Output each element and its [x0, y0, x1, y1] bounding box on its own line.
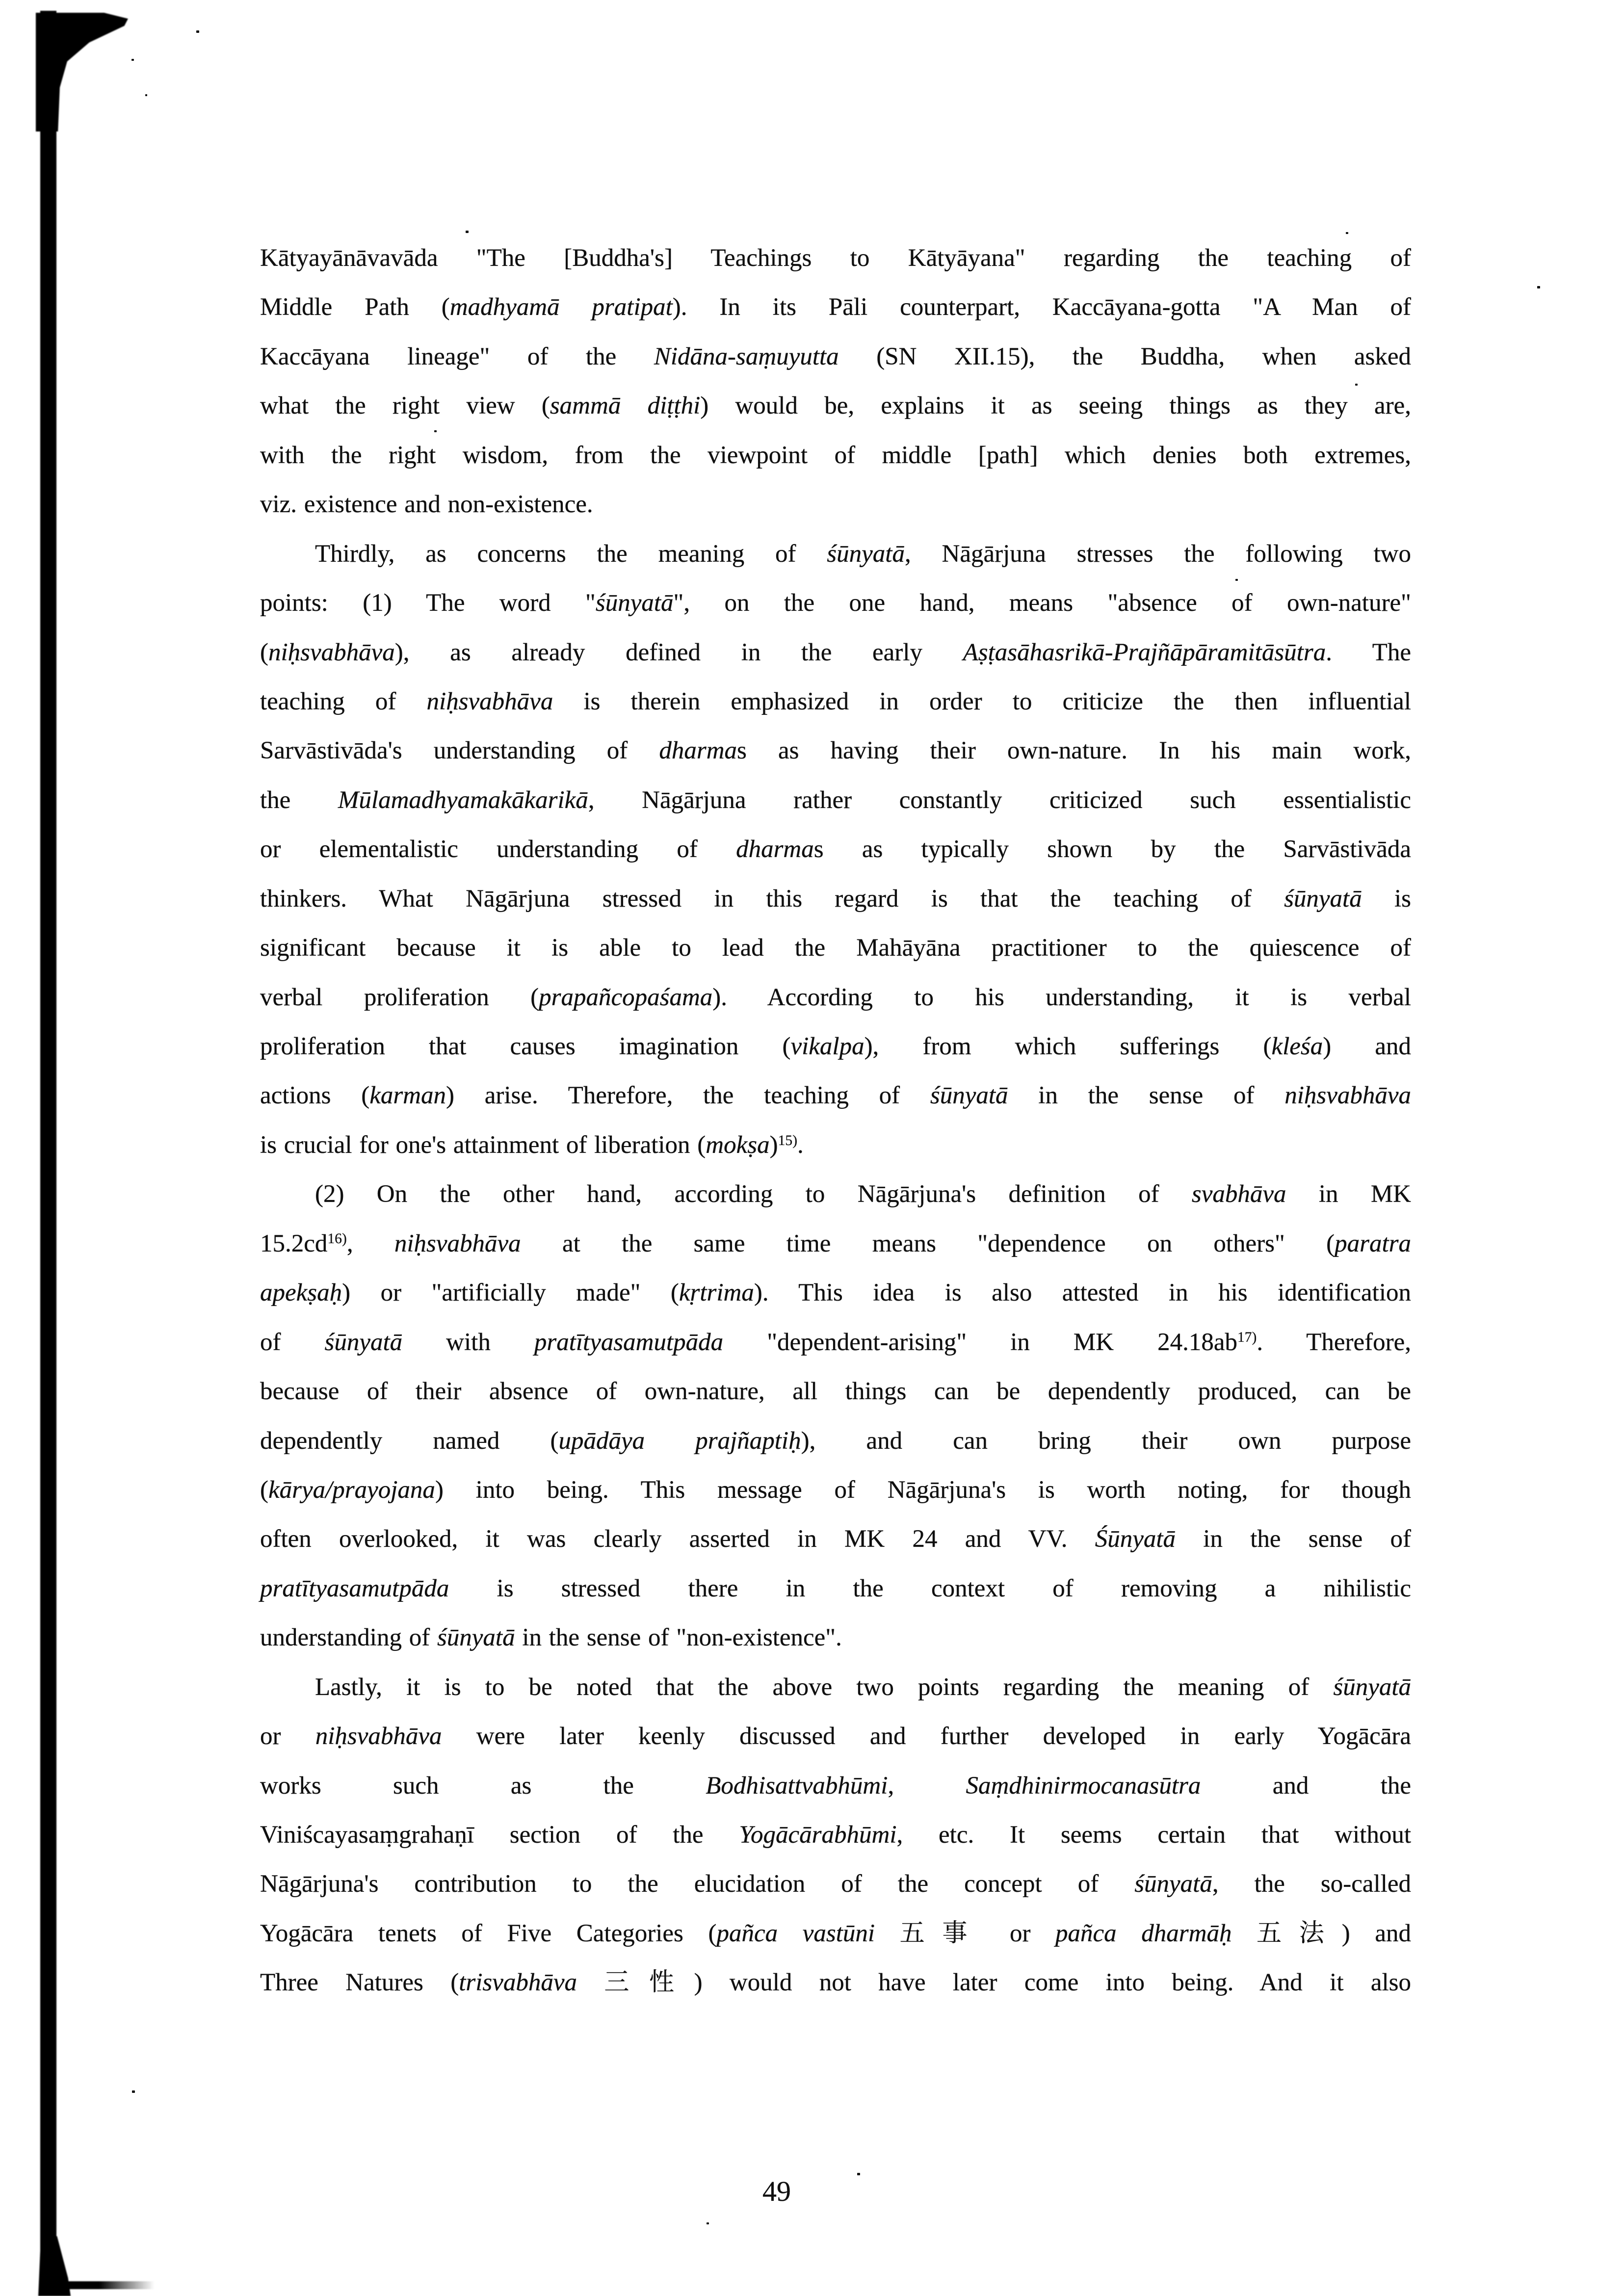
text-segment: Kaccāyana lineage" of the	[260, 342, 654, 370]
text-segment: mokṣa	[706, 1131, 770, 1159]
text-segment: ) would be, explains it as seeing things as they are,	[700, 392, 1412, 420]
scan-speck	[145, 94, 147, 96]
text-line	[260, 1170, 1411, 1219]
text-segment: ,	[888, 1772, 966, 1800]
text-line	[260, 874, 1411, 923]
text-segment: s as typically shown by the Sarvāstivāda	[813, 835, 1411, 863]
text-segment: at the same time means "dependence on others" (	[521, 1229, 1335, 1257]
text-segment: were later keenly discussed and further developed in early Yogācāra	[442, 1722, 1411, 1750]
text-segment: sammā diṭṭhi	[550, 392, 701, 420]
text-segment: pañca dharmāḥ	[1055, 1919, 1232, 1947]
text-line	[260, 1268, 1411, 1317]
text-segment: dharma	[659, 737, 737, 765]
text-segment: often overlooked, it was clearly asserted in MK 24 and VV.	[260, 1525, 1095, 1553]
text-segment: Mūlamadhyamakākarikā	[338, 786, 588, 814]
text-line	[260, 1909, 1411, 1958]
text-segment: viz. existence and non-existence.	[260, 491, 593, 519]
text-line	[260, 1564, 1411, 1613]
text-segment: is	[1362, 885, 1411, 913]
text-segment: Lastly, it is to be noted that the above two points regarding the meaning of	[315, 1673, 1334, 1701]
text-segment: is stressed there in the context of removing a nihilistic	[449, 1574, 1411, 1602]
text-segment: Viniścayasaṃgrahaṇī section of the	[260, 1821, 739, 1849]
scan-speck	[1537, 286, 1540, 288]
text-line	[260, 1465, 1411, 1514]
text-segment: with	[402, 1328, 534, 1356]
text-segment: niḥsvabhāva	[268, 638, 395, 666]
text-segment: Nāgārjuna's contribution to the elucidation of the concept of	[260, 1870, 1135, 1898]
scan-speck	[196, 30, 199, 33]
text-segment: Aṣṭasāhasrikā-Prajñāpāramitāsūtra	[963, 638, 1326, 666]
text-line	[260, 923, 1411, 972]
scan-corner-blotch	[36, 13, 128, 131]
text-segment: is therein emphasized in order to criticize the then influential	[553, 687, 1411, 715]
scan-speck	[466, 231, 469, 233]
text-segment: "dependent-arising" in MK 24.18ab	[723, 1328, 1237, 1356]
footnote-marker: 16)	[327, 1231, 347, 1247]
text-segment: ). This idea is also attested in his identification	[754, 1279, 1412, 1307]
scan-speck	[132, 2090, 135, 2093]
text-segment: what the right view (	[260, 392, 550, 420]
text-segment: )	[769, 1131, 778, 1159]
text-segment: niḥsvabhāva	[426, 687, 553, 715]
text-segment: (2) On the other hand, according to Nāgārjuna's definition of	[315, 1180, 1192, 1208]
text-segment: ) or "artificially made" (	[342, 1279, 679, 1307]
footnote-marker: 15)	[778, 1132, 798, 1148]
text-segment: , etc. It seems certain that without	[896, 1821, 1411, 1849]
text-segment: śūnyatā	[1333, 1673, 1411, 1701]
text-segment: , the so-called	[1212, 1870, 1412, 1898]
text-line	[260, 1514, 1411, 1564]
text-segment: significant because it is able to lead the Mahāyāna practitioner to the quiescence of	[260, 934, 1411, 962]
text-segment: actions (	[260, 1082, 370, 1110]
text-line	[260, 677, 1411, 726]
text-segment: kārya/prayojana	[268, 1476, 435, 1504]
text-line	[260, 529, 1411, 578]
text-segment: kṛtrima	[679, 1279, 754, 1307]
text-segment: kleśa	[1271, 1033, 1323, 1060]
text-line	[260, 234, 1411, 283]
scan-bottom-blotch	[38, 2236, 71, 2296]
text-segment: Middle Path (	[260, 293, 450, 321]
text-segment: Kātyayānāvavāda "The [Buddha's] Teachings to Kātyāyana" regarding the teaching of	[260, 244, 1411, 272]
text-segment: s as having their own-nature. In his main work,	[737, 737, 1411, 765]
text-segment: or elementalistic understanding of	[260, 835, 736, 863]
text-segment: śūnyatā	[595, 589, 674, 617]
text-segment: pratītyasamutpāda	[260, 1574, 449, 1602]
text-segment: śūnyatā	[827, 540, 905, 568]
text-line	[260, 1810, 1411, 1859]
text-block	[260, 234, 1411, 2008]
text-segment: niḥsvabhāva	[394, 1229, 521, 1257]
text-segment: Saṃdhinirmocanasūtra	[966, 1772, 1201, 1800]
text-segment: works such as the	[260, 1772, 706, 1800]
text-line	[260, 1022, 1411, 1071]
text-segment: śūnyatā	[1134, 1870, 1212, 1898]
text-line	[260, 381, 1411, 430]
text-segment: proliferation that causes imagination (	[260, 1033, 791, 1060]
text-segment: in MK	[1286, 1180, 1411, 1208]
text-segment: prapañcopaśama	[539, 983, 713, 1011]
text-line	[260, 1712, 1411, 1761]
text-line	[260, 1219, 1411, 1268]
text-segment: 15.2cd	[260, 1229, 328, 1257]
text-segment: ), and can bring their own purpose	[801, 1427, 1411, 1455]
text-segment: , Nāgārjuna rather constantly criticized such essentialistic	[588, 786, 1411, 814]
scan-bottom-smear	[39, 2281, 155, 2289]
text-line	[260, 431, 1411, 480]
text-segment: ,	[346, 1229, 394, 1257]
text-segment: pratītyasamutpāda	[534, 1328, 724, 1356]
text-segment: paratra	[1335, 1229, 1411, 1257]
text-segment: .	[797, 1131, 804, 1159]
text-segment: śūnyatā	[437, 1624, 515, 1652]
text-segment: (SN XII.15), the Buddha, when asked	[838, 342, 1411, 370]
text-line	[260, 1416, 1411, 1465]
text-line	[260, 776, 1411, 825]
text-segment: upādāya prajñaptiḥ	[558, 1427, 801, 1455]
text-segment: 五事 or	[875, 1919, 1056, 1947]
text-segment: apekṣaḥ	[260, 1279, 342, 1307]
text-segment: dependently named (	[260, 1427, 559, 1455]
text-segment: śūnyatā	[1284, 885, 1362, 913]
text-segment: Nidāna-saṃuyutta	[654, 342, 839, 370]
scan-speck	[707, 2222, 709, 2224]
text-segment: in the sense of	[1176, 1525, 1411, 1553]
text-segment: , Nāgārjuna stresses the following two	[904, 540, 1411, 568]
text-segment: in the sense of "non-existence".	[515, 1624, 842, 1652]
text-line	[260, 726, 1411, 775]
text-segment: Sarvāstivāda's understanding of	[260, 737, 659, 765]
text-segment: is crucial for one's attainment of liberation (	[260, 1131, 706, 1159]
text-segment: of	[260, 1328, 325, 1356]
text-segment: and the	[1201, 1772, 1412, 1800]
text-segment: with the right wisdom, from the viewpoint of middle [path] which denies both extremes,	[260, 441, 1411, 469]
text-line	[260, 1859, 1411, 1908]
text-segment: 五法) and	[1231, 1919, 1411, 1947]
text-segment: 三性) would not have later come into being. And it also	[577, 1969, 1412, 1997]
text-segment: ", on the one hand, means "absence of own-nature"	[673, 589, 1412, 617]
text-segment: pañca vastūni	[716, 1919, 875, 1947]
text-segment: ). In its Pāli counterpart, Kaccāyana-gotta "A Man of	[672, 293, 1411, 321]
text-segment: teaching of	[260, 687, 427, 715]
text-line	[260, 1367, 1411, 1416]
text-segment: . Therefore,	[1257, 1328, 1412, 1356]
text-line	[260, 1663, 1411, 1712]
scan-speck	[857, 2173, 860, 2175]
text-segment: trisvabhāva	[459, 1969, 577, 1997]
text-segment: svabhāva	[1191, 1180, 1286, 1208]
text-segment: Yogācāra tenets of Five Categories (	[260, 1919, 717, 1947]
scan-speck	[131, 59, 134, 61]
text-line	[260, 628, 1411, 677]
text-segment: thinkers. What Nāgārjuna stressed in this regard is that the teaching of	[260, 885, 1284, 913]
page-number: 49	[762, 2175, 791, 2207]
text-segment: Three Natures (	[260, 1969, 459, 1997]
text-segment: Thirdly, as concerns the meaning of	[315, 540, 827, 568]
text-line	[260, 1071, 1411, 1120]
text-segment: Yogācārabhūmi	[739, 1821, 897, 1849]
text-segment: karman	[369, 1082, 446, 1110]
text-segment: . The	[1326, 638, 1411, 666]
text-segment: (	[260, 638, 268, 666]
text-segment: verbal proliferation (	[260, 983, 539, 1011]
text-segment: madhyamā pratipat	[449, 293, 673, 321]
text-line	[260, 1958, 1411, 2007]
text-segment: in the sense of	[1008, 1082, 1285, 1110]
text-segment: points: (1) The word "	[260, 589, 596, 617]
text-segment: (	[260, 1476, 268, 1504]
text-segment: dharma	[736, 835, 814, 863]
text-line	[260, 1121, 1411, 1170]
text-segment: ) into being. This message of Nāgārjuna's is worth noting, for though	[435, 1476, 1411, 1504]
text-line	[260, 480, 1411, 529]
text-line	[260, 578, 1411, 627]
text-line	[260, 1318, 1411, 1367]
text-segment: niḥsvabhāva	[315, 1722, 442, 1750]
text-line	[260, 283, 1411, 332]
text-segment: ). According to his understanding, it is verbal	[712, 983, 1411, 1011]
text-segment: śūnyatā	[930, 1082, 1008, 1110]
text-segment: niḥsvabhāva	[1284, 1082, 1411, 1110]
text-segment: Śūnyatā	[1095, 1525, 1176, 1553]
text-segment: because of their absence of own-nature, all things can be dependently produced, can be	[260, 1378, 1411, 1406]
footnote-marker: 17)	[1237, 1330, 1257, 1346]
text-segment: śūnyatā	[324, 1328, 403, 1356]
text-segment: vikalpa	[790, 1033, 864, 1060]
scan-gutter-stripe	[40, 11, 56, 2296]
text-line	[260, 825, 1411, 874]
text-segment: ), from which sufferings (	[864, 1033, 1272, 1060]
text-segment: ), as already defined in the early	[394, 638, 963, 666]
text-line	[260, 973, 1411, 1022]
text-line	[260, 1761, 1411, 1810]
text-line	[260, 1613, 1411, 1662]
text-segment: the	[260, 786, 338, 814]
text-segment: ) arise. Therefore, the teaching of	[446, 1082, 930, 1110]
text-segment: understanding of	[260, 1624, 437, 1652]
text-segment: ) and	[1323, 1033, 1411, 1060]
text-segment: Bodhisattvabhūmi	[706, 1772, 888, 1800]
text-segment: or	[260, 1722, 315, 1750]
text-line	[260, 332, 1411, 381]
